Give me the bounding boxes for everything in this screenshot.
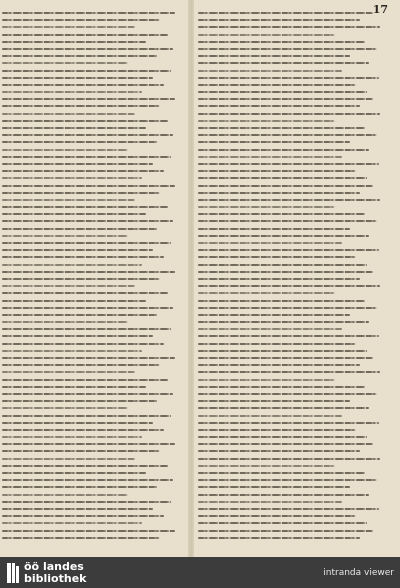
illegible-entry-line [198,220,377,222]
illegible-entry-line [2,379,168,381]
illegible-entry-line [198,12,373,14]
illegible-entry-line [2,314,157,316]
illegible-entry-line [198,271,373,273]
illegible-entry-line [2,264,142,266]
illegible-entry-line [198,141,350,143]
illegible-entry-line [2,335,153,337]
illegible-entry-line [198,522,367,524]
illegible-entry-line [2,429,164,431]
illegible-entry-line [198,163,379,165]
illegible-entry-line [198,364,360,366]
illegible-entry-line [198,55,350,57]
illegible-entry-line [2,149,128,151]
illegible-entry-line [198,386,365,388]
illegible-entry-line [2,170,164,172]
illegible-entry-line [2,84,164,86]
library-logo-icon [6,562,20,584]
illegible-entry-line [198,235,369,237]
illegible-entry-line [198,134,377,136]
illegible-entry-line [2,48,173,50]
illegible-entry-line [2,522,142,524]
illegible-entry-line [198,285,380,287]
illegible-entry-line [198,127,365,129]
illegible-entry-line [198,62,369,64]
library-logo-text-2: bibliothek [24,571,87,585]
viewer-label: intranda viewer [323,567,394,578]
illegible-entry-line [2,34,168,36]
illegible-entry-line [2,508,153,510]
illegible-entry-line [2,371,135,373]
illegible-entry-line [2,386,146,388]
illegible-entry-line [2,141,157,143]
illegible-entry-line [198,149,369,151]
illegible-entry-line [198,19,360,21]
illegible-entry-line [198,292,335,294]
illegible-entry-line [2,127,146,129]
illegible-entry-line [198,177,367,179]
illegible-entry-line [198,443,373,445]
illegible-entry-line [2,105,160,107]
illegible-entry-line [198,458,380,460]
library-logo-text-1: öö landes [24,559,84,573]
illegible-entry-line [198,494,369,496]
illegible-entry-line [2,220,173,222]
illegible-entry-line [2,458,135,460]
illegible-entry-line [198,321,369,323]
illegible-entry-line [198,343,356,345]
viewer-footer [0,557,400,588]
illegible-entry-line [2,472,146,474]
illegible-entry-line [198,537,360,539]
illegible-entry-line [2,343,164,345]
illegible-entry-line [198,185,373,187]
illegible-entry-line [2,213,146,215]
illegible-entry-line [2,91,142,93]
illegible-entry-line [2,192,160,194]
illegible-entry-line [198,105,360,107]
illegible-entry-line [2,156,171,158]
illegible-entry-line [198,264,367,266]
illegible-entry-line [198,113,380,115]
illegible-entry-line [198,486,350,488]
illegible-entry-line [198,501,342,503]
illegible-entry-line [2,321,128,323]
illegible-entry-line [2,415,171,417]
illegible-entry-line [198,206,335,208]
illegible-entry-line [198,41,365,43]
illegible-entry-line [2,256,164,258]
illegible-entry-line [2,98,175,100]
illegible-entry-line [198,472,365,474]
page-number: 17 [372,3,388,16]
illegible-entry-line [198,170,356,172]
illegible-entry-line [2,530,175,532]
illegible-entry-line [198,328,342,330]
illegible-entry-line [2,185,175,187]
illegible-entry-line [198,307,377,309]
illegible-entry-line [2,422,153,424]
illegible-entry-line [198,242,342,244]
illegible-entry-line [198,436,367,438]
illegible-entry-line [2,12,175,14]
illegible-entry-line [2,465,168,467]
illegible-entry-line [2,357,175,359]
illegible-entry-line [2,501,171,503]
illegible-entry-line [2,479,173,481]
illegible-entry-line [2,486,157,488]
illegible-entry-line [2,292,168,294]
illegible-entry-line [2,77,153,79]
illegible-entry-line [2,278,160,280]
illegible-entry-line [198,371,380,373]
illegible-entry-line [2,393,173,395]
illegible-entry-line [198,192,360,194]
illegible-entry-line [2,206,168,208]
illegible-entry-line [2,350,142,352]
illegible-entry-line [2,120,168,122]
illegible-entry-line [198,84,356,86]
illegible-entry-line [198,26,380,28]
illegible-entry-line [198,407,369,409]
illegible-entry-line [2,113,135,115]
illegible-entry-line [198,213,365,215]
illegible-entry-line [198,278,360,280]
page-gutter [188,0,194,557]
illegible-entry-line [2,494,128,496]
illegible-entry-line [198,350,367,352]
illegible-entry-line [198,256,356,258]
illegible-entry-line [198,379,335,381]
illegible-entry-line [198,70,342,72]
illegible-entry-line [2,271,175,273]
illegible-entry-line [198,465,335,467]
illegible-entry-line [198,314,350,316]
illegible-entry-line [2,400,157,402]
illegible-entry-line [198,249,379,251]
illegible-entry-line [2,19,160,21]
illegible-entry-line [198,228,350,230]
illegible-entry-line [198,77,379,79]
illegible-entry-line [2,177,142,179]
illegible-entry-line [198,530,373,532]
illegible-entry-line [2,134,173,136]
illegible-entry-line [2,242,171,244]
illegible-entry-line [2,285,135,287]
illegible-entry-line [198,515,356,517]
illegible-entry-line [198,415,342,417]
illegible-entry-line [198,335,379,337]
illegible-entry-line [2,364,160,366]
illegible-entry-line [198,508,379,510]
illegible-entry-line [2,41,146,43]
illegible-entry-line [198,98,373,100]
illegible-entry-line [2,249,153,251]
illegible-entry-line [198,34,335,36]
illegible-entry-line [198,120,335,122]
illegible-entry-line [2,70,171,72]
illegible-entry-line [198,91,367,93]
illegible-entry-line [198,199,380,201]
illegible-entry-line [198,429,356,431]
illegible-entry-line [2,515,164,517]
illegible-entry-line [2,199,135,201]
illegible-entry-line [2,307,173,309]
illegible-entry-line [198,300,365,302]
illegible-entry-line [198,156,342,158]
illegible-entry-line [2,163,153,165]
illegible-entry-line [198,357,373,359]
illegible-entry-line [198,400,350,402]
illegible-entry-line [198,479,377,481]
illegible-entry-line [2,26,135,28]
illegible-entry-line [2,450,160,452]
illegible-entry-line [2,436,142,438]
illegible-entry-line [2,55,157,57]
illegible-entry-line [198,450,360,452]
illegible-entry-line [2,328,171,330]
illegible-entry-line [198,48,377,50]
entry-column-right [198,12,388,552]
illegible-entry-line [198,422,379,424]
illegible-entry-line [2,62,128,64]
illegible-entry-line [2,443,175,445]
entry-column-left [2,12,182,552]
library-logo[interactable] [6,561,86,585]
illegible-entry-line [198,393,377,395]
illegible-entry-line [2,300,146,302]
illegible-entry-line [2,228,157,230]
illegible-entry-line [2,407,128,409]
illegible-entry-line [2,537,160,539]
illegible-entry-line [2,235,128,237]
